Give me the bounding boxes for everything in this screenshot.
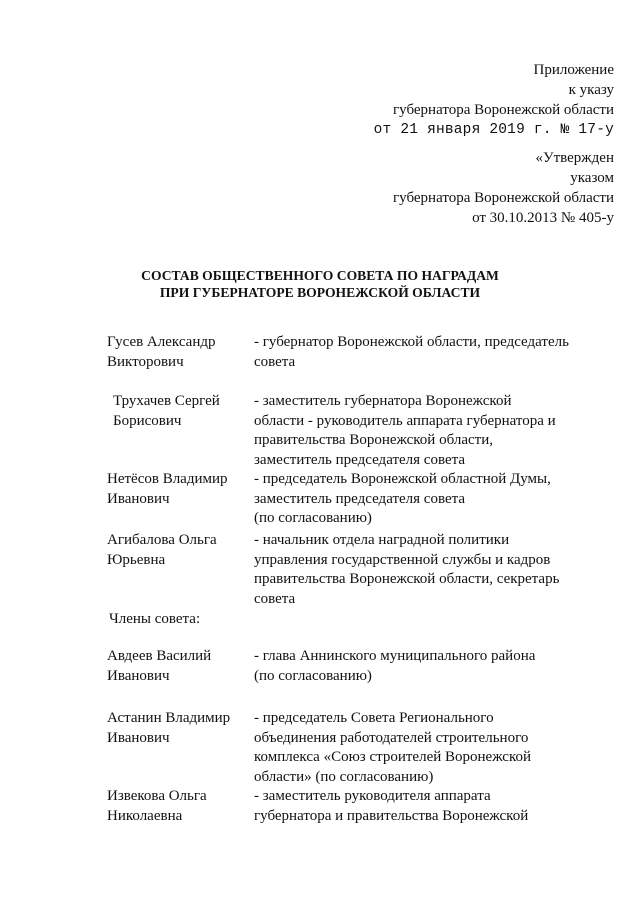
member-role-line: (по согласованию) [254, 510, 372, 526]
approved-line-3: губернатора Воронежской области [393, 190, 614, 206]
member-role-line: объединения работодателей строительного [254, 729, 529, 746]
annex-line-2: к указу [568, 82, 614, 98]
member-role [254, 470, 569, 529]
member-name-line: Трухачев Сергей [113, 393, 220, 409]
member-role-line: - глава Аннинского муниципального района [254, 648, 536, 664]
member-role-line: совета [254, 590, 296, 607]
member-name-line: Гусев Александр [107, 334, 216, 350]
member-role [254, 392, 569, 470]
member-role-line: правительства Воронежской области, [254, 432, 493, 448]
member-role-line: - губернатор Воронежской области, председатель [254, 334, 569, 350]
member-role-line: (по согласованию) [254, 667, 372, 684]
member-name [107, 333, 247, 372]
member-role-line: совета [254, 353, 296, 370]
member-role-line: управления государственной службы и кадров [254, 551, 551, 568]
annex-header [374, 60, 614, 140]
member-name-line: Иванович [107, 490, 170, 507]
member-name-line: Авдеев Василий [107, 648, 212, 664]
member-role-line: - заместитель руководителя аппарата [254, 788, 491, 804]
member-name [107, 709, 247, 748]
member-name-line: Иванович [107, 729, 170, 746]
approved-line-4: от 30.10.2013 № 405-у [472, 210, 614, 226]
approved-line-1: «Утвержден [535, 150, 614, 166]
member-role-line: области» (по согласованию) [254, 768, 434, 785]
member-name [113, 392, 253, 431]
annex-line-3: губернатора Воронежской области [393, 102, 614, 118]
title-line-2: ПРИ ГУБЕРНАТОРЕ ВОРОНЕЖСКОЙ ОБЛАСТИ [159, 285, 481, 300]
member-role-line: губернатора и правительства Воронежской [254, 807, 529, 824]
title-line-1: СОСТАВ ОБЩЕСТВЕННОГО СОВЕТА ПО НАГРАДАМ [141, 268, 499, 283]
member-name [107, 787, 247, 826]
member-role [254, 647, 569, 686]
document-title [0, 267, 640, 301]
member-name-line: Борисович [113, 412, 182, 429]
member-name [107, 531, 247, 570]
member-role [254, 709, 569, 787]
annex-decree-date: от 21 января 2019 г. № 17-у [373, 122, 614, 138]
member-role-line: области - руководитель аппарата губернатора и [254, 412, 556, 429]
members-section-label: Члены совета: [109, 611, 201, 627]
member-role-line: - заместитель губернатора Воронежской [254, 393, 512, 409]
member-role-line: правительства Воронежской области, секретарь [254, 571, 560, 587]
member-name-line: Викторович [107, 353, 184, 370]
member-name-line: Юрьевна [107, 551, 166, 568]
annex-line-1: Приложение [533, 62, 614, 78]
member-role-line: комплекса «Союз строителей Воронежской [254, 749, 532, 765]
member-name [107, 470, 247, 509]
approved-line-2: указом [570, 170, 614, 186]
member-name-line: Иванович [107, 667, 170, 684]
member-name-line: Агибалова Ольга [107, 532, 217, 548]
member-role-line: заместитель председателя совета [254, 490, 466, 507]
member-role-line: - председатель Совета Регионального [254, 710, 494, 726]
member-role-line: - председатель Воронежской областной Думы, [254, 471, 551, 487]
member-name-line: Нетёсов Владимир [107, 471, 228, 487]
member-name-line: Астанин Владимир [107, 710, 231, 726]
approved-header [393, 148, 614, 228]
member-role-line: - начальник отдела наградной политики [254, 532, 510, 548]
member-name-line: Извекова Ольга [107, 788, 207, 804]
member-role-line: заместитель председателя совета [254, 451, 466, 468]
member-name-line: Николаевна [107, 807, 183, 824]
member-role [254, 333, 569, 372]
member-role [254, 531, 569, 609]
member-role [254, 787, 569, 826]
member-name [107, 647, 247, 686]
